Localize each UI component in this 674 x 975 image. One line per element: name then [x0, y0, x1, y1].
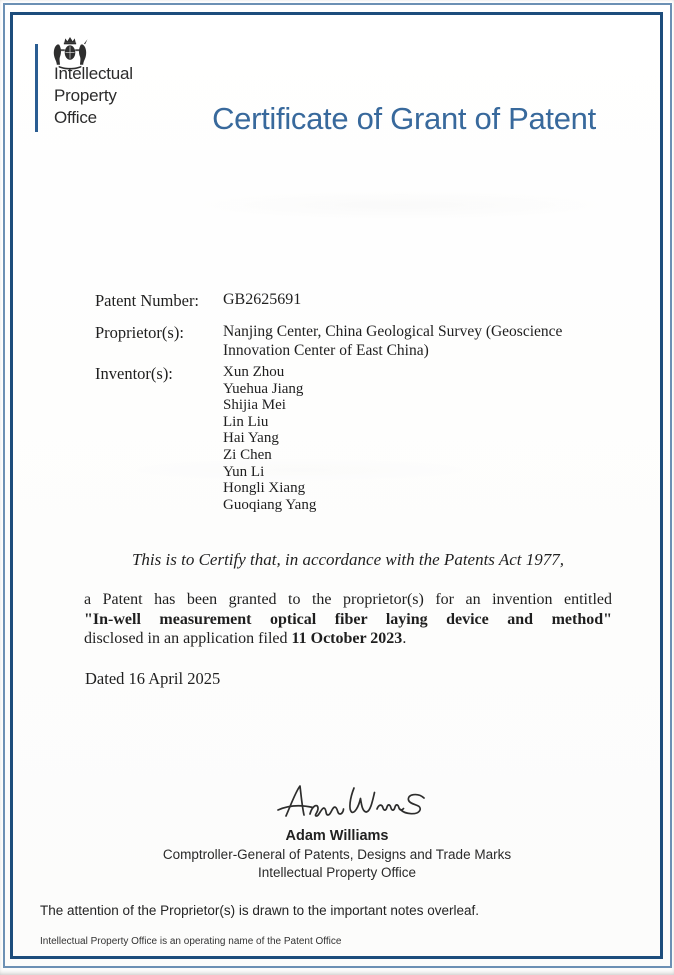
inventor-name: Zi Chen — [223, 446, 272, 463]
inventor-name: Guoqiang Yang — [223, 496, 317, 513]
proprietor-notice: The attention of the Proprietor(s) is drawn to the important notes overleaf. — [40, 903, 479, 918]
outer-border — [3, 3, 672, 968]
invention-title: "In-well measurement optical fiber laying device and method" — [84, 610, 612, 628]
certify-statement: This is to Certify that, in accordance with the Patents Act 1977, — [131, 550, 565, 569]
signatory-role: Comptroller-General of Patents, Designs and Trade Marks — [162, 847, 512, 862]
patent-number-label: Patent Number: — [95, 291, 200, 310]
inventor-name: Shijia Mei — [223, 397, 286, 414]
grant-paragraph — [84, 590, 612, 649]
operating-name-smallprint: Intellectual Property Office is an operating name of the Patent Office — [40, 936, 342, 947]
certificate-title: Certificate of Grant of Patent — [212, 101, 596, 136]
patent-number-value: GB2625691 — [223, 291, 302, 308]
grant-line-3 — [84, 629, 612, 649]
signatory-office: Intellectual Property Office — [257, 865, 417, 880]
inventors-list — [223, 364, 316, 513]
signatory-name: Adam Williams — [285, 828, 389, 844]
grant-line-1: a Patent has been granted to the proprietor(s) for an invention entitled — [84, 591, 612, 608]
inventor-name: Lin Liu — [223, 413, 269, 430]
inventor-name: Yun Li — [223, 463, 265, 480]
inventors-label: Inventor(s): — [95, 364, 173, 383]
logo-line-2: Property — [54, 86, 117, 105]
filing-date: 11 October 2023 — [291, 630, 403, 648]
grant-line-3-suffix: . — [402, 630, 407, 648]
grant-line-3-prefix: disclosed in an application filed — [84, 630, 292, 648]
proprietors-value: Nanjing Center, China Geological Survey (Geoscience Innovation Center of East China) — [223, 323, 563, 359]
inventor-name: Hongli Xiang — [223, 480, 306, 497]
inventor-name: Hai Yang — [223, 430, 279, 447]
inventor-name: Xun Zhou — [223, 364, 285, 380]
dated-line: Dated 16 April 2025 — [85, 669, 221, 688]
inventor-name: Yuehua Jiang — [223, 380, 304, 397]
logo-line-1: Intellectual — [54, 64, 133, 83]
logo-line-3: Office — [54, 108, 97, 127]
proprietors-label: Proprietor(s): — [95, 323, 184, 342]
logo-wordmark — [54, 63, 133, 129]
signature-image — [276, 780, 428, 822]
logo-vertical-bar — [35, 44, 38, 132]
